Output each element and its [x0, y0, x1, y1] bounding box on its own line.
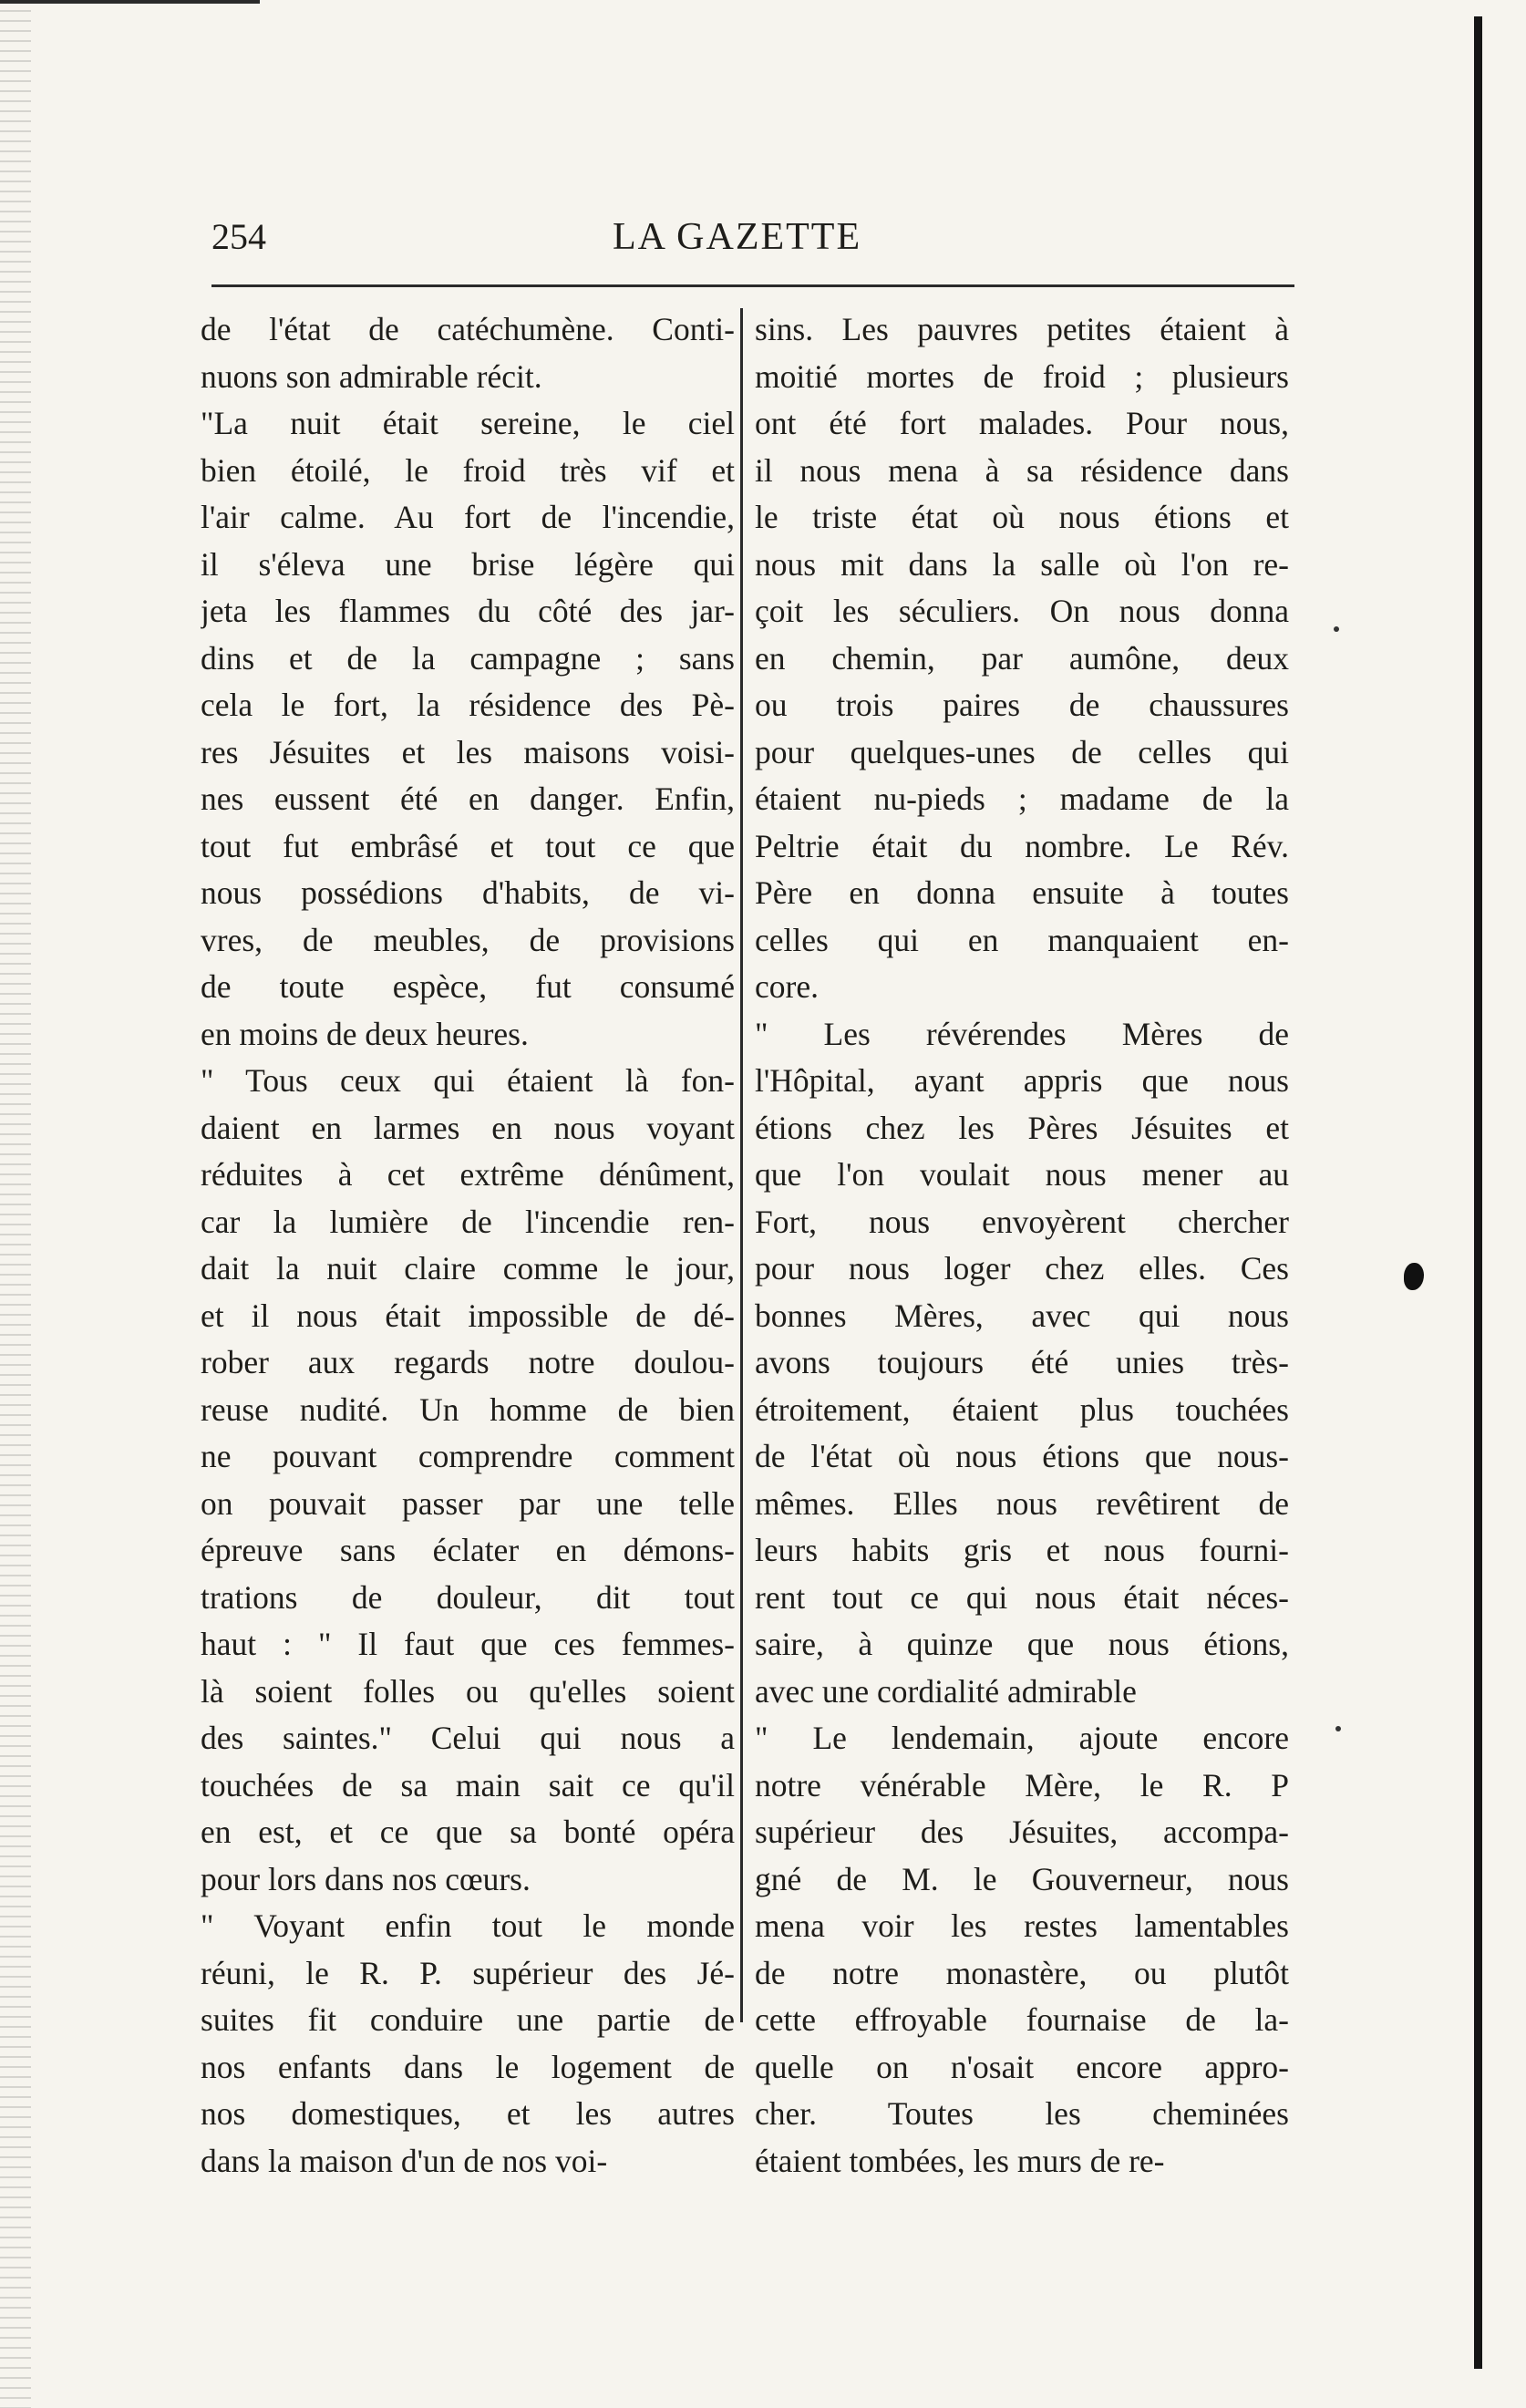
text-line: étaient tombées, les murs de re- — [755, 2142, 1165, 2179]
text-line: étroitement, étaient plus touchées — [755, 1390, 1289, 1428]
text-line: jeta les flammes du côté des jar- — [201, 593, 735, 629]
text-line: " Le lendemain, ajoute encore — [755, 1720, 1289, 1756]
text-line: nes eussent été en danger. Enfin, — [201, 780, 735, 817]
text-line: Père en donna ensuite à toutes — [755, 874, 1289, 911]
text-line: que l'on voulait nous mener au — [755, 1156, 1289, 1193]
running-title: LA GAZETTE — [613, 216, 862, 258]
text-line: ne pouvant comprendre comment — [201, 1438, 735, 1474]
text-line: étions chez les Pères Jésuites et — [755, 1109, 1289, 1146]
binding-edge-bar — [1474, 16, 1482, 2369]
text-line: bien étoilé, le froid très vif et — [201, 451, 735, 489]
text-line: là soient folles ou qu'elles soient — [201, 1672, 735, 1710]
text-line: il s'éleva une brise légère qui — [201, 545, 735, 583]
text-line: de l'état où nous étions que nous- — [755, 1438, 1289, 1474]
text-line: nous possédions d'habits, de vi- — [201, 874, 735, 911]
text-line: ont été fort malades. Pour nous, — [755, 405, 1289, 441]
text-line: " Tous ceux qui étaient là fon- — [201, 1062, 735, 1099]
text-line: dins et de la campagne ; sans — [201, 639, 735, 677]
text-line: celles qui en manquaient en- — [755, 921, 1289, 958]
text-line: le triste état où nous étions et — [755, 499, 1289, 535]
text-line: res Jésuites et les maisons voisi- — [201, 733, 735, 770]
text-line: avec une cordialité admirable — [755, 1672, 1137, 1710]
column-divider — [740, 308, 743, 2022]
text-line: nos enfants dans le logement de — [201, 2048, 735, 2085]
text-line: leurs habits gris et nous fourni- — [755, 1532, 1289, 1568]
text-line: saire, à quinze que nous étions, — [755, 1626, 1289, 1662]
text-line: " Voyant enfin tout le monde — [201, 1907, 735, 1944]
text-line: étaient nu-pieds ; madame de la — [755, 780, 1289, 817]
text-line: ou trois paires de chaussures — [755, 687, 1289, 723]
text-line: " Les révérendes Mères de — [755, 1015, 1289, 1052]
text-line: avons toujours été unies très- — [755, 1344, 1289, 1380]
text-line: cela le fort, la résidence des Pè- — [201, 687, 735, 723]
text-line: mena voir les restes lamentables — [755, 1907, 1289, 1944]
text-line: il nous mena à sa résidence dans — [755, 451, 1289, 489]
text-line: suites fit conduire une partie de — [201, 2001, 735, 2038]
text-line: dait la nuit claire comme le jour, — [201, 1250, 735, 1287]
header-rule — [211, 284, 1294, 287]
text-line: bonnes Mères, avec qui nous — [755, 1297, 1289, 1334]
text-line: cette effroyable fournaise de la- — [755, 2001, 1289, 2038]
text-line: en est, et ce que sa bonté opéra — [201, 1814, 735, 1850]
text-line: touchées de sa main sait ce qu'il — [201, 1766, 735, 1803]
text-line: trations de douleur, dit tout — [201, 1578, 735, 1616]
text-line: daient en larmes en nous voyant — [201, 1109, 735, 1146]
text-line: l'Hôpital, ayant appris que nous — [755, 1062, 1289, 1099]
text-line: reuse nudité. Un homme de bien — [201, 1390, 735, 1428]
text-line: "La nuit était sereine, le ciel — [201, 405, 735, 441]
text-line: nous mit dans la salle où l'on re- — [755, 545, 1289, 583]
text-line: car la lumière de l'incendie ren- — [201, 1203, 735, 1240]
text-line: en chemin, par aumône, deux — [755, 639, 1289, 677]
text-line: vres, de meubles, de provisions — [201, 921, 735, 958]
text-line: nos domestiques, et les autres — [201, 2095, 735, 2132]
text-line: moitié mortes de froid ; plusieurs — [755, 357, 1289, 395]
ink-blot-mark — [1404, 1263, 1424, 1290]
text-line: de toute espèce, fut consumé — [201, 968, 735, 1005]
ink-speck — [1334, 626, 1339, 632]
right-text-column — [755, 306, 1289, 2185]
ink-speck — [1335, 1726, 1341, 1731]
text-line: supérieur des Jésuites, accompa- — [755, 1814, 1289, 1850]
text-line: de notre monastère, ou plutôt — [755, 1954, 1289, 1991]
text-line: l'air calme. Au fort de l'incendie, — [201, 499, 735, 535]
text-line: on pouvait passer par une telle — [201, 1484, 735, 1522]
text-line: core. — [755, 968, 819, 1005]
text-line: gné de M. le Gouverneur, nous — [755, 1860, 1289, 1897]
text-line: nuons son admirable récit. — [201, 357, 542, 395]
text-line: tout fut embrâsé et tout ce que — [201, 827, 735, 864]
text-line: pour lors dans nos cœurs. — [201, 1860, 531, 1897]
text-line: Peltrie était du nombre. Le Rév. — [755, 827, 1289, 864]
text-line: quelle on n'osait encore appro- — [755, 2048, 1289, 2085]
scanned-page-edge — [0, 0, 31, 2408]
text-line: réuni, le R. P. supérieur des Jé- — [201, 1954, 735, 1991]
left-text-column — [201, 306, 735, 2185]
text-line: haut : " Il faut que ces femmes- — [201, 1626, 735, 1662]
text-line: notre vénérable Mère, le R. P — [755, 1766, 1289, 1803]
text-line: et il nous était impossible de dé- — [201, 1297, 735, 1334]
text-line: pour quelques-unes de celles qui — [755, 733, 1289, 770]
text-line: rent tout ce qui nous était néces- — [755, 1578, 1289, 1616]
text-line: réduites à cet extrême dénûment, — [201, 1156, 735, 1193]
text-line: dans la maison d'un de nos voi- — [201, 2142, 608, 2179]
text-line: épreuve sans éclater en démons- — [201, 1532, 735, 1568]
text-line: cher. Toutes les cheminées — [755, 2095, 1289, 2132]
text-line: rober aux regards notre doulou- — [201, 1344, 735, 1380]
page-header — [211, 215, 1305, 270]
text-line: çoit les séculiers. On nous donna — [755, 593, 1289, 629]
top-rule-fragment — [0, 0, 260, 4]
text-line: Fort, nous envoyèrent chercher — [755, 1203, 1289, 1240]
text-line: mêmes. Elles nous revêtirent de — [755, 1484, 1289, 1522]
text-line: en moins de deux heures. — [201, 1015, 529, 1052]
page-number: 254 — [211, 216, 266, 257]
text-line: de l'état de catéchumène. Conti- — [201, 311, 735, 347]
text-line: sins. Les pauvres petites étaient à — [755, 311, 1289, 347]
text-line: pour nous loger chez elles. Ces — [755, 1250, 1289, 1287]
text-line: des saintes." Celui qui nous a — [201, 1720, 735, 1756]
